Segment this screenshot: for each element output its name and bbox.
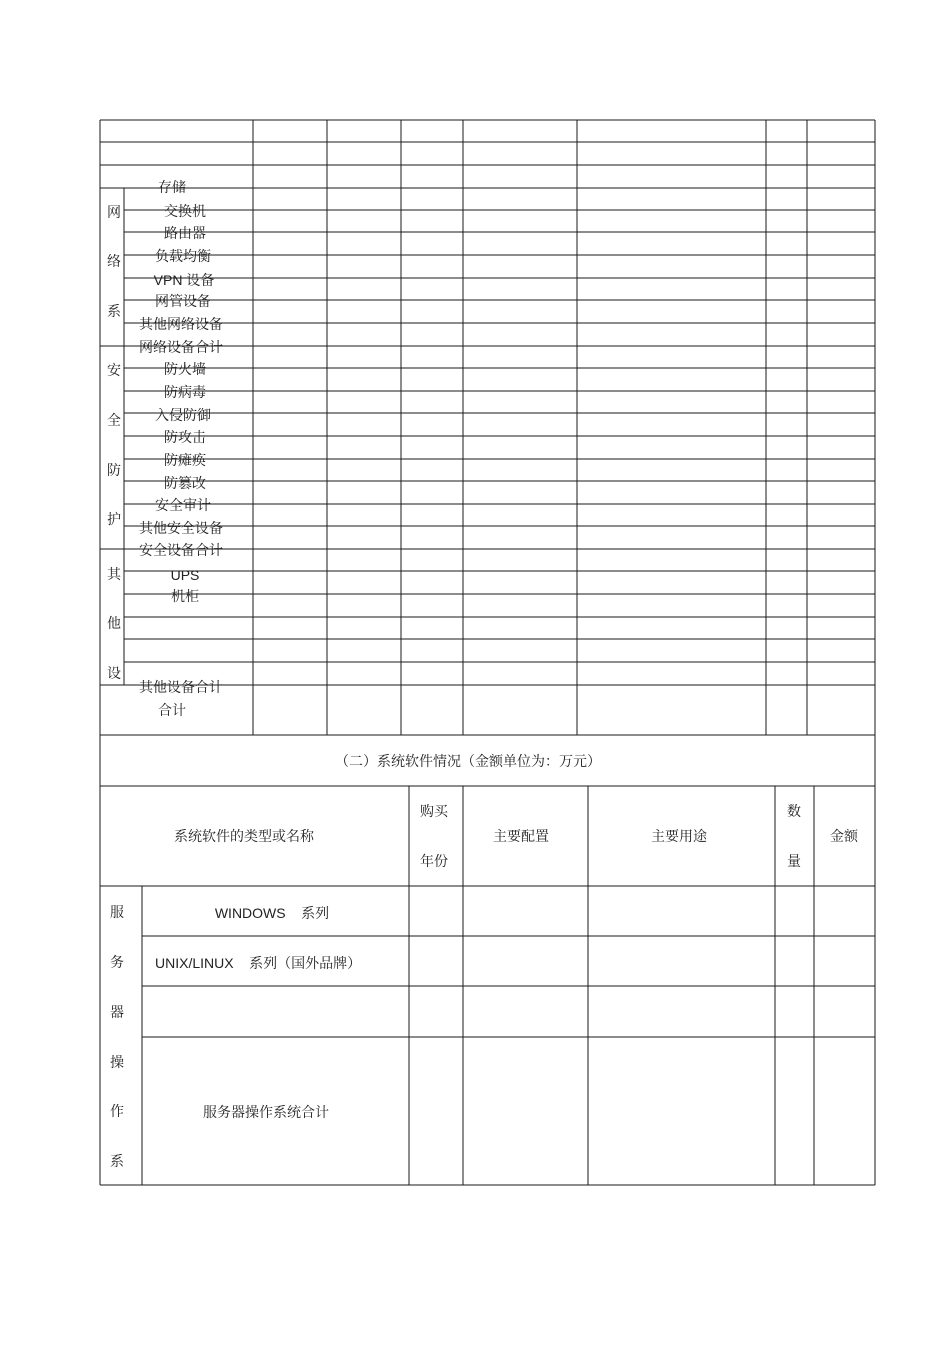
- header-quantity: 量: [787, 854, 801, 870]
- item-label: 安全设备合计: [139, 543, 223, 559]
- item-label: VPN 设备: [153, 272, 215, 288]
- header-quantity: 数: [787, 804, 801, 820]
- security-group-char: 防: [107, 463, 121, 479]
- item-label: 防篡改: [164, 476, 206, 492]
- other-group-char: 他: [107, 616, 121, 632]
- item-label: 路由器: [164, 226, 206, 242]
- server-os-row-label: WINDOWS 系列: [214, 905, 330, 921]
- item-label: 防病毒: [164, 385, 206, 401]
- item-label: 安全审计: [155, 498, 211, 514]
- header-purchase-year: 购买: [420, 804, 448, 820]
- header-purchase-year: 年份: [420, 854, 448, 870]
- server-os-group-char: 作: [110, 1104, 124, 1120]
- server-os-group-char: 务: [110, 955, 124, 971]
- section-title: （二）系统软件情况（金额单位为：万元）: [335, 754, 601, 770]
- item-label: 防火墙: [164, 362, 206, 378]
- server-os-row-label: UNIX/LINUX 系列（国外品牌）: [155, 955, 362, 971]
- security-group-char: 护: [107, 512, 121, 528]
- security-group-char: 全: [107, 413, 121, 429]
- item-label: 防瘫痪: [164, 453, 206, 469]
- server-os-group-char: 系: [110, 1154, 124, 1170]
- header-amount: 金额: [830, 829, 858, 845]
- network-group-char: 络: [107, 254, 121, 270]
- server-os-group-char: 操: [110, 1055, 124, 1071]
- other-group-char: 其: [107, 567, 121, 583]
- item-label: 交换机: [164, 204, 206, 220]
- other-group-char: 设: [107, 666, 121, 682]
- header-config: 主要配置: [493, 829, 549, 845]
- item-label: 存储: [158, 180, 186, 196]
- item-label: 机柜: [171, 589, 199, 605]
- item-label: UPS: [170, 567, 200, 583]
- network-group-char: 系: [107, 304, 121, 320]
- item-label: 其他安全设备: [139, 521, 223, 537]
- item-label: 入侵防御: [155, 408, 211, 424]
- item-label: 其他设备合计: [139, 680, 223, 696]
- item-label: 网管设备: [155, 294, 211, 310]
- item-label: 防攻击: [164, 430, 206, 446]
- item-label: 负载均衡: [155, 249, 211, 265]
- header-name: 系统软件的类型或名称: [174, 829, 314, 845]
- header-usage: 主要用途: [651, 829, 707, 845]
- server-os-group-char: 器: [110, 1005, 124, 1021]
- server-os-group-char: 服: [110, 905, 124, 921]
- network-group-char: 网: [107, 205, 121, 221]
- security-group-char: 安: [107, 363, 121, 379]
- server-os-row-label: 服务器操作系统合计: [203, 1105, 329, 1121]
- item-label: 其他网络设备: [139, 317, 223, 333]
- total-label: 合计: [158, 703, 186, 719]
- item-label: 网络设备合计: [139, 340, 223, 356]
